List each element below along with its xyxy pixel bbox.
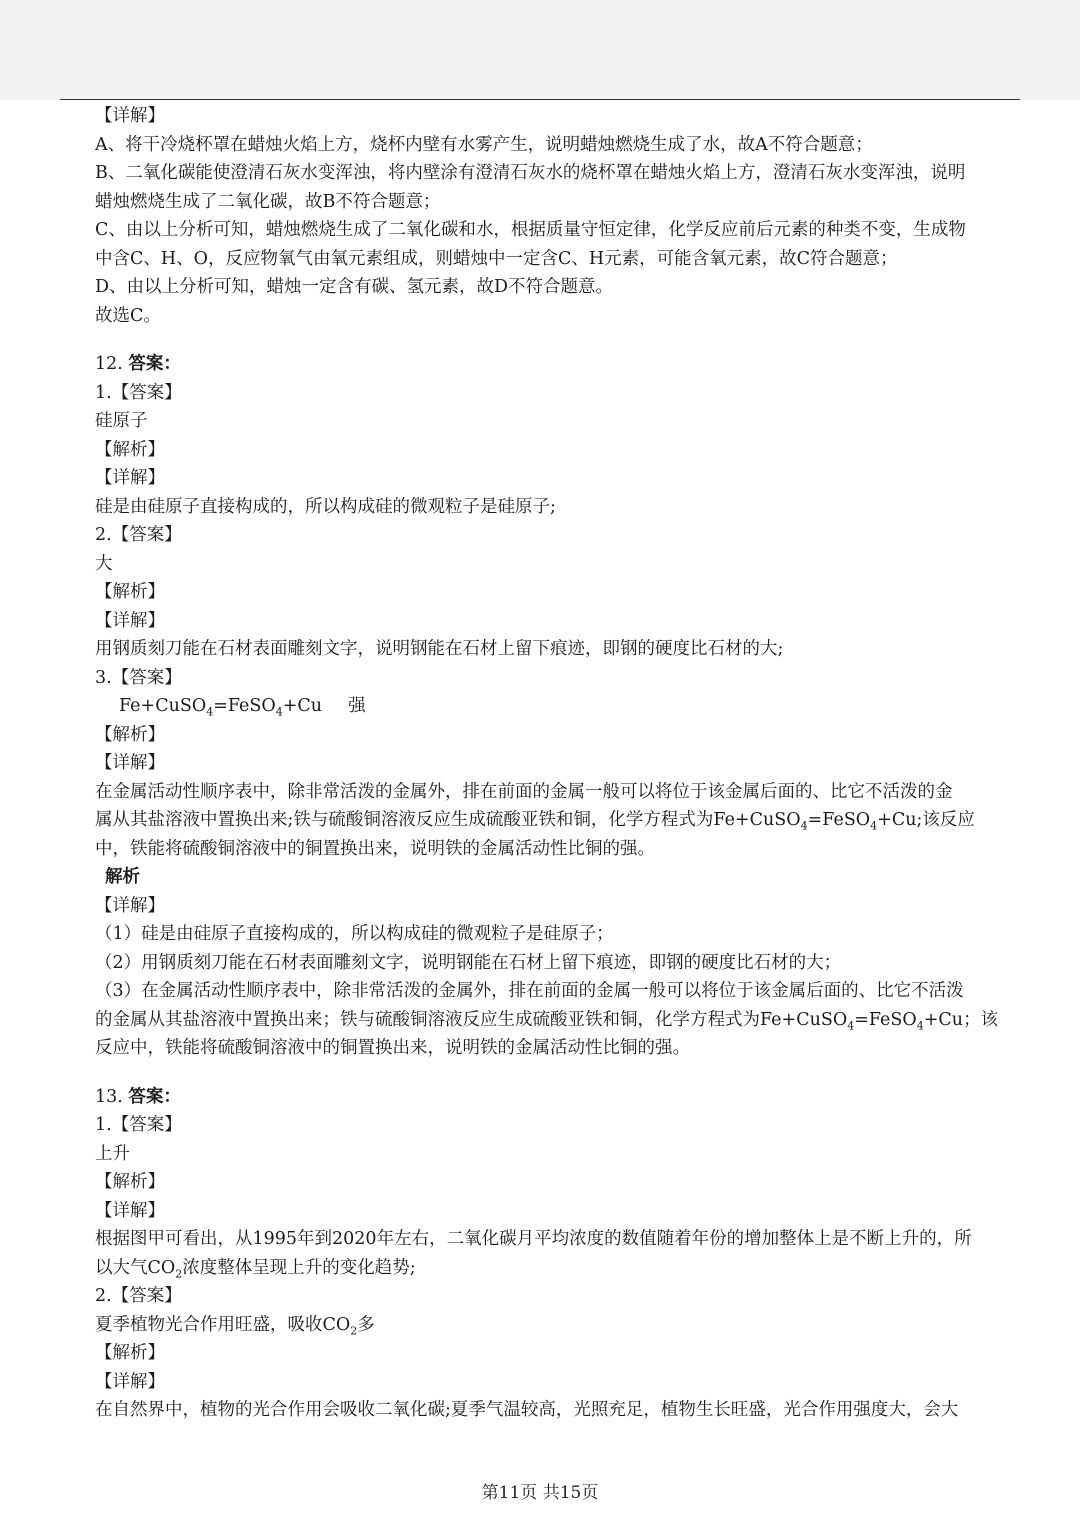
q13-p1-analysis: 【解析】: [95, 1172, 165, 1192]
q13-answer-title: 答案：: [128, 1086, 181, 1107]
q12-p3-analysis: 【解析】: [95, 724, 165, 745]
text-sub: 4: [916, 1019, 924, 1032]
eq-mid: =FeSO: [213, 696, 276, 716]
detail-header: 【详解】: [95, 106, 165, 126]
text-run: 的金属从其盐溶液中置换出来；铁与硫酸铜溶液反应生成硫酸亚铁和铜，化学方程式为Fe+CuSO: [95, 1009, 848, 1030]
q12-summary-3c: 反应中，铁能将硫酸铜溶液中的铜置换出来，说明铁的金属活动性比铜的强。: [95, 1038, 690, 1058]
q12-p3-label: 3.【答案】: [95, 667, 182, 688]
q12-summary-title: 解析: [105, 867, 140, 887]
conclusion: 故选C。: [95, 305, 161, 326]
q12-answer-title: 答案：: [128, 354, 181, 374]
q12-p3-text-line3: 中，铁能将硫酸铜溶液中的铜置换出来，说明铁的金属活动性比铜的强。: [95, 838, 655, 859]
option-b-line1: B、二氧化碳能使澄清石灰水变浑浊，将内壁涂有澄清石灰水的烧杯罩在蜡烛火焰上方，澄清石灰水变浑浊，说明: [95, 163, 966, 183]
eq-left: Fe+CuSO: [119, 696, 207, 716]
text-run: 以大气CO: [95, 1257, 176, 1278]
q13-p1-text-line1: 根据图甲可看出，从1995年到2020年左右，二氧化碳月平均浓度的数值随着年份的增加整体上是不断上升的，所: [95, 1229, 972, 1249]
q12-number: 12.: [95, 354, 123, 374]
q13-p1-answer: 上升: [95, 1143, 130, 1164]
q12-p2-detail: 【详解】: [95, 610, 165, 631]
q12-p3-text-line1: 在金属活动性顺序表中，除非常活泼的金属外，排在前面的金属一般可以将位于该金属后面的、比它不活泼的金: [95, 781, 953, 802]
text-run: 浓度整体呈现上升的变化趋势;: [182, 1257, 416, 1278]
q12-p2-answer: 大: [95, 553, 113, 574]
q12-p3-answer: [95, 692, 1045, 721]
option-d: D、由以上分析可知，蜡烛一定含有碳、氢元素，故D不符合题意。: [95, 277, 614, 297]
text-sub: 2: [350, 1324, 358, 1337]
q13-p2-detail: 【详解】: [95, 1371, 165, 1392]
q12-p1-label: 1.【答案】: [95, 382, 182, 403]
q12-p1-detail: 【详解】: [95, 468, 165, 488]
eq-right: +Cu: [282, 696, 323, 716]
page-footer: 第11页 共15页: [481, 1483, 599, 1503]
text-run: 夏季植物光合作用旺盛，吸收CO: [95, 1314, 351, 1335]
q12-p2-analysis: 【解析】: [95, 582, 165, 602]
q13-p1-detail: 【详解】: [95, 1200, 165, 1221]
option-c-line1: C、由以上分析可知，蜡烛燃烧生成了二氧化碳和水，根据质量守恒定律，化学反应前后元素的种类不变，生成物: [95, 220, 966, 240]
option-b-line2: 蜡烛燃烧生成了二氧化碳，故B不符合题意；: [95, 191, 441, 212]
eq-sub: 4: [275, 705, 283, 719]
q12-p3-detail: 【详解】: [95, 753, 165, 773]
text-sub: 4: [847, 1019, 855, 1032]
q12-p1-answer: 硅原子: [95, 411, 148, 431]
q12-p3-text-line2: [95, 806, 1045, 835]
q12-summary-detail: 【详解】: [95, 895, 165, 916]
text-run: +Cu;该反应: [877, 810, 975, 830]
q12-heading: [95, 350, 1045, 379]
q12-p1-text: 硅是由硅原子直接构成的，所以构成硅的微观粒子是硅原子;: [95, 496, 556, 517]
text-run: =FeSO: [854, 1009, 917, 1030]
q13-p2-label: 2.【答案】: [95, 1286, 182, 1306]
text-sub: 4: [800, 819, 808, 833]
q13-heading: [95, 1083, 1045, 1112]
q12-summary-3b: [95, 1006, 1045, 1035]
eq-sub: 4: [206, 705, 214, 719]
option-a: A、将干冷烧杯罩在蜡烛火焰上方，烧杯内壁有水雾产生，说明蜡烛燃烧生成了水，故A不符合题意；: [95, 134, 873, 155]
q13-number: 13.: [95, 1086, 123, 1107]
q13-p2-answer: [95, 1311, 1045, 1340]
text-run: 属从其盐溶液中置换出来;铁与硫酸铜溶液反应生成硫酸亚铁和铜，化学方程式为Fe+CuSO: [95, 810, 801, 830]
option-c-line2: 中含C、H、O，反应物氧气由氧元素组成，则蜡烛中一定含C、H元素，可能含氧元素，故C符合题意；: [95, 248, 898, 269]
document-page: [95, 102, 1045, 1425]
text-run: =FeSO: [807, 810, 871, 830]
q12-summary-2: （2）用钢质刻刀能在石材表面雕刻文字，说明钢能在石材上留下痕迹，即钢的硬度比石材的大；: [95, 952, 842, 973]
text-sub: 2: [175, 1267, 183, 1280]
q12-summary-1: （1）硅是由硅原子直接构成的，所以构成硅的微观粒子是硅原子；: [95, 924, 614, 944]
text-run: +Cu；该: [923, 1009, 999, 1030]
q12-summary-3a: （3）在金属活动性顺序表中，除非常活泼的金属外，排在前面的金属一般可以将位于该金属后面的、比它不活泼: [95, 981, 964, 1001]
text-sub: 4: [870, 819, 878, 833]
q12-p2-text: 用钢质刻刀能在石材表面雕刻文字，说明钢能在石材上留下痕迹，即钢的硬度比石材的大;: [95, 639, 784, 659]
q12-p1-analysis: 【解析】: [95, 439, 165, 460]
q13-p2-analysis: 【解析】: [95, 1343, 165, 1363]
q13-p1-text-line2: [95, 1254, 1045, 1283]
q13-p2-text-line1: 在自然界中，植物的光合作用会吸收二氧化碳;夏季气温较高，光照充足，植物生长旺盛，光合作用强度大，会大: [95, 1400, 959, 1420]
q12-p2-label: 2.【答案】: [95, 525, 182, 545]
page-top-margin: [0, 0, 1080, 100]
q12-p3-strong: 强: [348, 696, 366, 716]
q13-p1-label: 1.【答案】: [95, 1115, 182, 1135]
text-run: 多: [357, 1314, 375, 1335]
header-rule: [60, 99, 1020, 100]
